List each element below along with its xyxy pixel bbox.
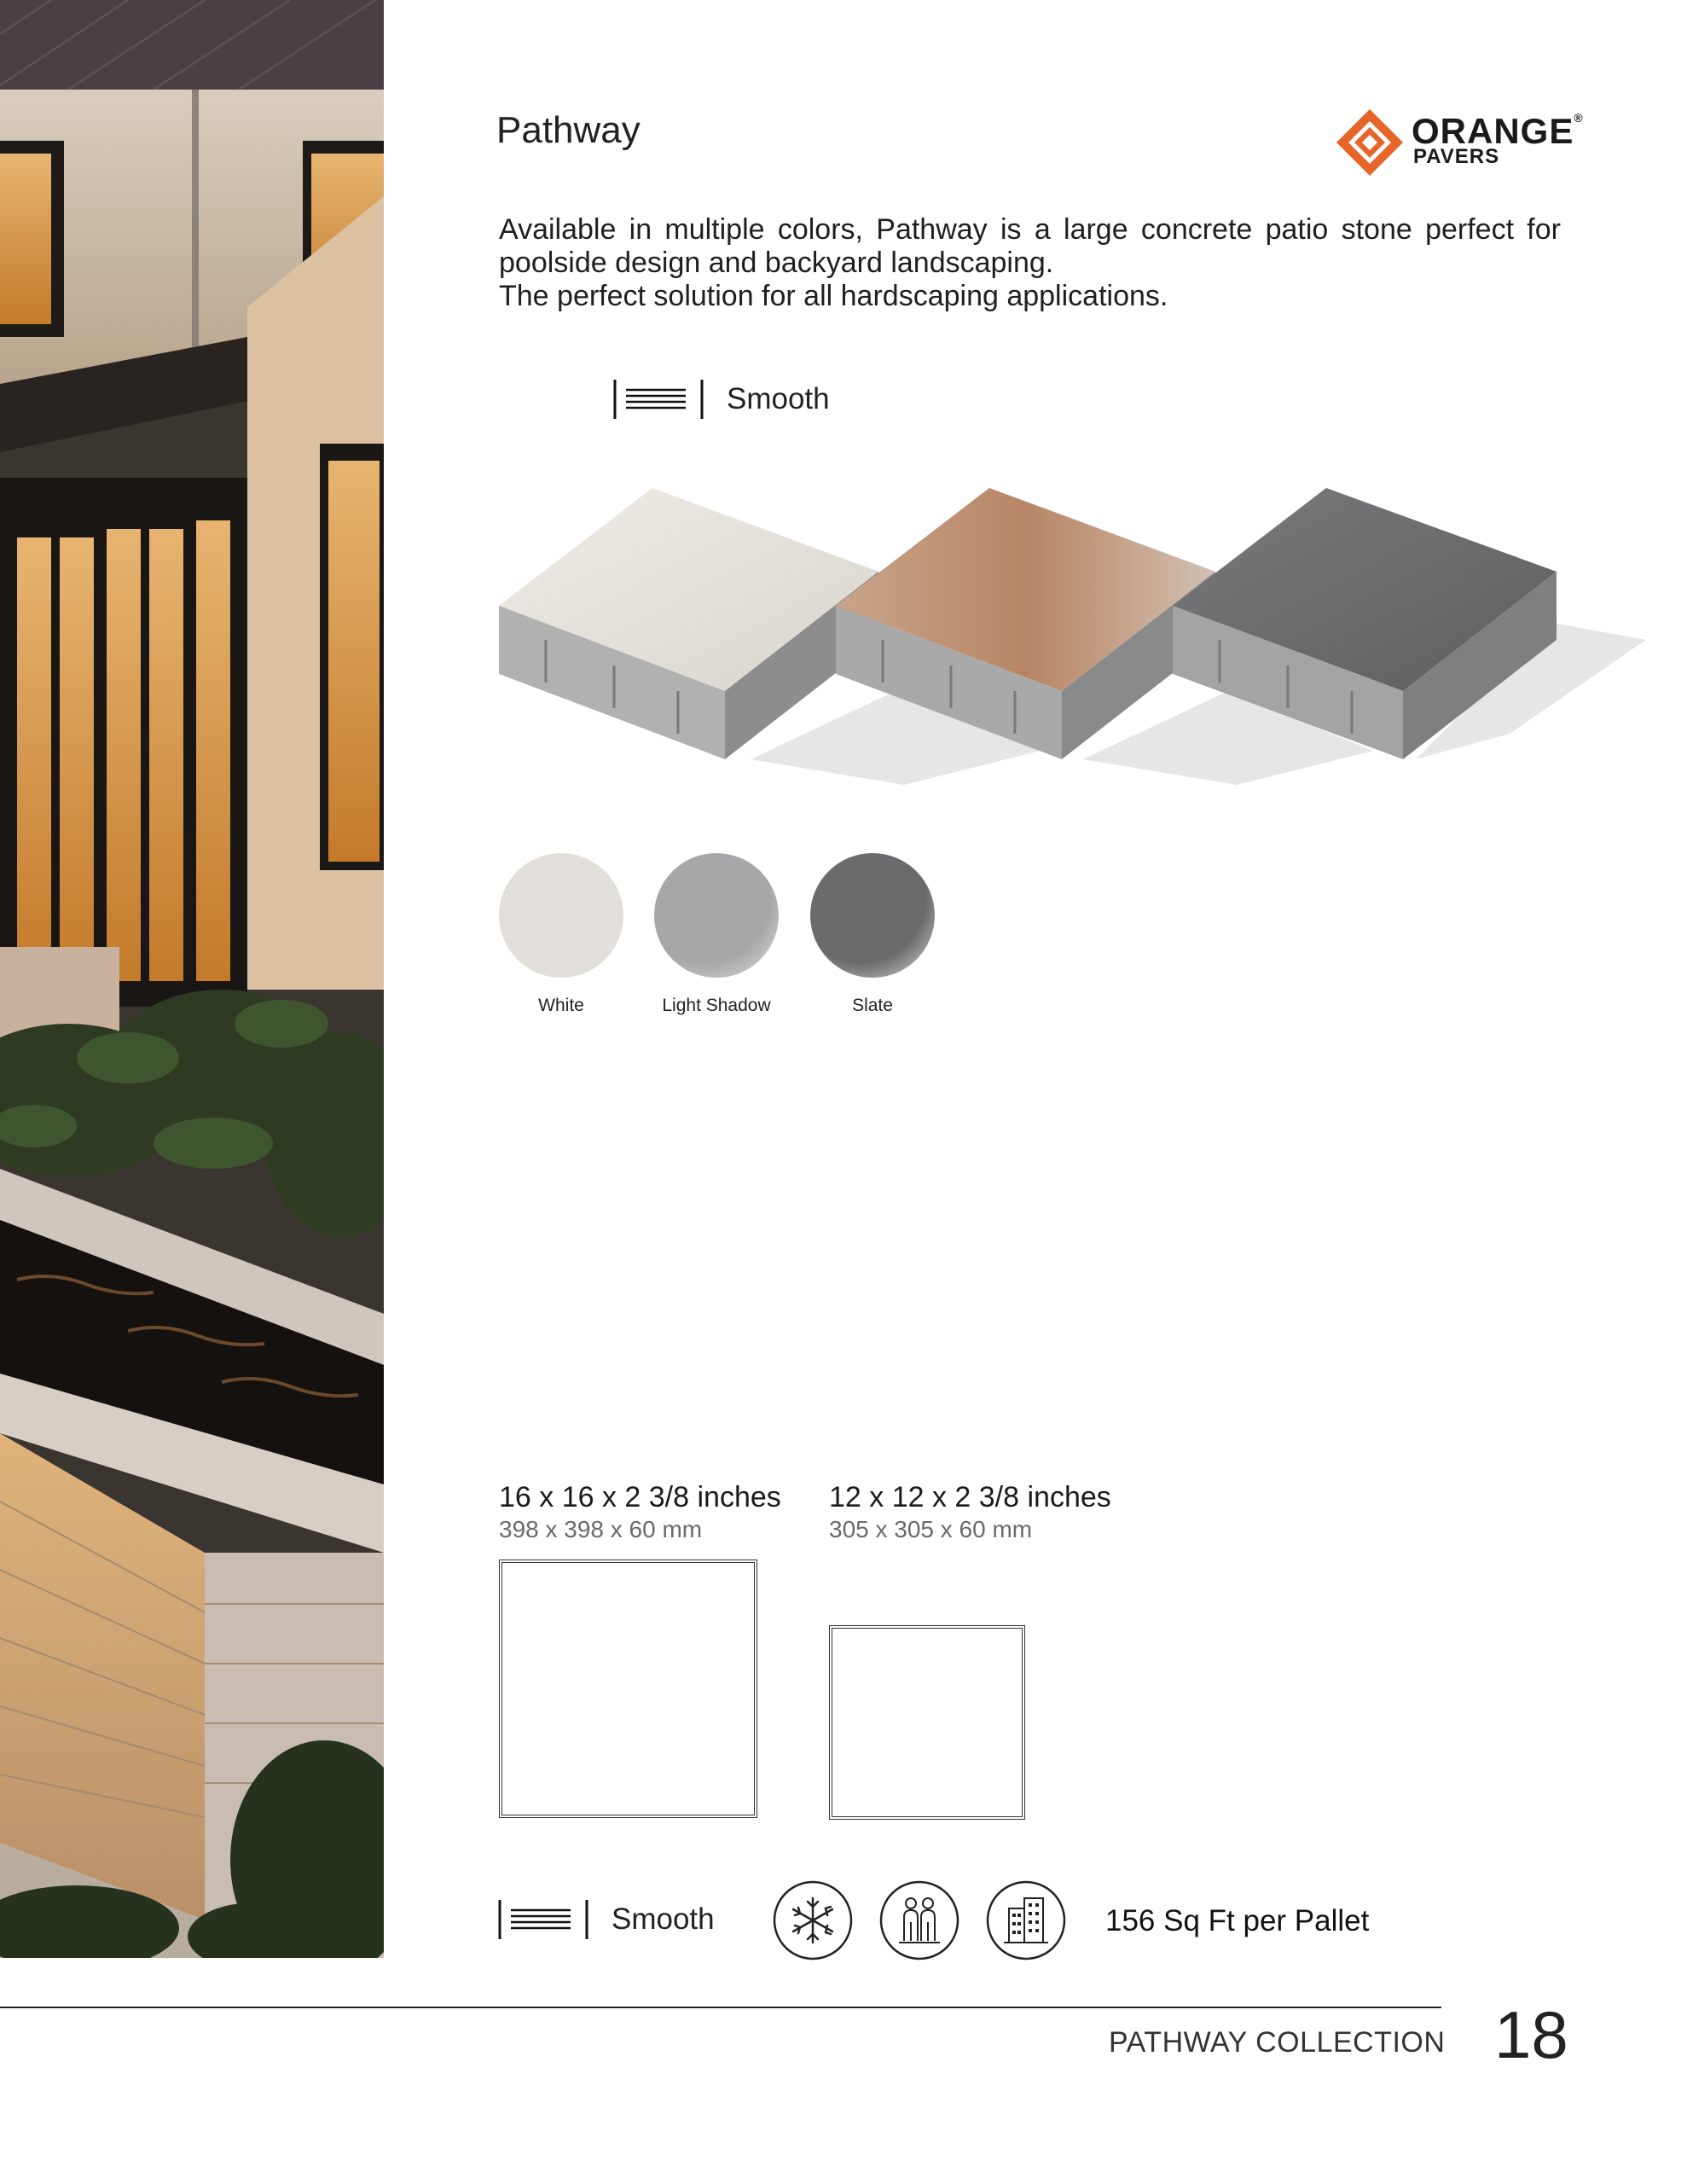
color-label: White: [538, 996, 584, 1015]
finish-indicator-top: [612, 378, 830, 421]
pallet-coverage: 156 Sq Ft per Pallet: [1105, 1904, 1370, 1937]
page-number: 18: [1494, 1997, 1568, 2072]
logo-text-pavers: PAVERS: [1413, 145, 1500, 168]
finish-label: Smooth: [727, 382, 830, 415]
size-metric: 398 x 398 x 60 mm: [499, 1516, 703, 1542]
paver-stones-render: [495, 478, 1646, 785]
house-photo: [0, 0, 384, 1958]
diamond-logo-icon: [1335, 107, 1405, 177]
smooth-finish-icon: [497, 1898, 589, 1941]
description-line: The perfect solution for all hardscaping applications.: [499, 280, 1168, 312]
finish-indicator-bottom: [497, 1898, 715, 1941]
registered-mark: ®: [1574, 111, 1584, 125]
description-line: poolside design and backyard landscaping.: [499, 247, 1054, 279]
size-imperial: 16 x 16 x 2 3/8 inches: [499, 1481, 781, 1513]
size-metric: 305 x 305 x 60 mm: [829, 1516, 1033, 1542]
color-swatch: [654, 853, 779, 978]
size-diagram-large: [499, 1560, 757, 1818]
product-description: [499, 213, 1561, 313]
description-line: Available in multiple colors, Pathway is a large concrete patio stone perfect for: [499, 213, 1561, 246]
size-option: [499, 1481, 781, 1543]
color-swatch: [810, 853, 935, 978]
residential-icon: [878, 1879, 960, 1961]
size-imperial: 12 x 12 x 2 3/8 inches: [829, 1481, 1111, 1513]
color-label: Slate: [852, 996, 893, 1015]
smooth-finish-icon: [612, 378, 704, 421]
logo-text-orange: ORANGE: [1412, 111, 1574, 151]
snowflake-icon: [772, 1879, 854, 1961]
page-title: Pathway: [496, 109, 641, 151]
footer-divider: [0, 2007, 1441, 2008]
color-swatch: [499, 853, 623, 978]
size-diagram-small: [829, 1625, 1025, 1820]
color-label: Light Shadow: [662, 996, 771, 1015]
commercial-icon: [985, 1879, 1067, 1961]
size-option: [829, 1481, 1111, 1543]
finish-label: Smooth: [612, 1902, 715, 1936]
collection-name: PATHWAY COLLECTION: [1109, 2026, 1446, 2059]
